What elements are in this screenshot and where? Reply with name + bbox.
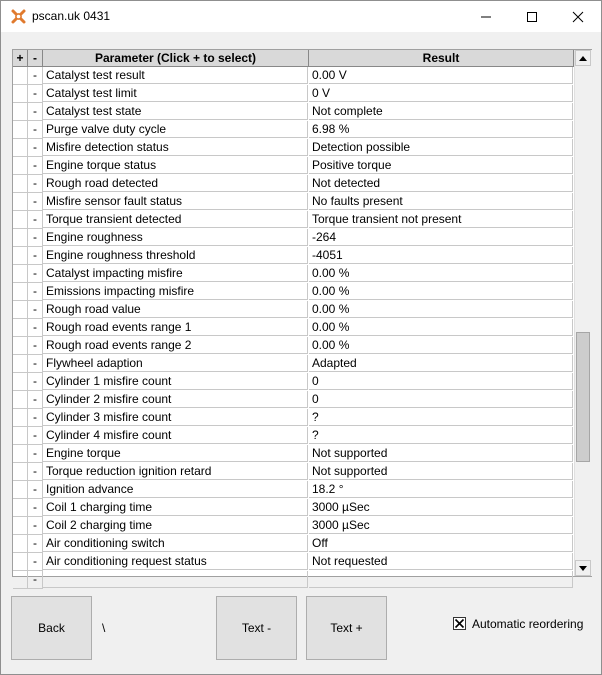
- parameter-cell[interactable]: Misfire sensor fault status: [43, 193, 308, 210]
- row-select-cell[interactable]: [13, 247, 28, 265]
- arrow-down-icon: [579, 566, 587, 571]
- row-mark-cell[interactable]: -: [28, 481, 43, 499]
- row-mark-cell[interactable]: -: [28, 391, 43, 409]
- auto-reorder-checkbox[interactable]: [453, 617, 466, 630]
- parameter-cell[interactable]: Torque reduction ignition retard: [43, 463, 308, 480]
- result-cell: ?: [309, 409, 573, 426]
- grid-rows: [13, 67, 574, 589]
- parameter-grid: [12, 49, 592, 586]
- table-row[interactable]: [13, 409, 574, 427]
- text-plus-button[interactable]: Text +: [306, 596, 387, 660]
- table-row[interactable]: [13, 103, 574, 121]
- grid-header: [13, 50, 574, 67]
- parameter-cell[interactable]: Coil 2 charging time: [43, 517, 308, 534]
- row-select-cell[interactable]: [13, 301, 28, 319]
- parameter-cell[interactable]: Engine torque: [43, 445, 308, 462]
- header-plus[interactable]: +: [13, 50, 28, 67]
- checkmark-icon: [454, 618, 465, 629]
- result-cell: Not detected: [309, 175, 573, 192]
- row-select-cell[interactable]: [13, 391, 28, 409]
- row-mark-cell[interactable]: -: [28, 103, 43, 121]
- table-row[interactable]: [13, 85, 574, 103]
- table-row[interactable]: [13, 463, 574, 481]
- parameter-cell[interactable]: Misfire detection status: [43, 139, 308, 156]
- parameter-cell[interactable]: Catalyst test state: [43, 103, 308, 120]
- parameter-cell[interactable]: Torque transient detected: [43, 211, 308, 228]
- result-cell: No faults present: [309, 193, 573, 210]
- maximize-button[interactable]: [509, 1, 555, 32]
- row-mark-cell[interactable]: -: [28, 517, 43, 535]
- table-row[interactable]: [13, 355, 574, 373]
- table-row[interactable]: [13, 553, 574, 571]
- parameter-cell[interactable]: Flywheel adaption: [43, 355, 308, 372]
- result-cell: Adapted: [309, 355, 573, 372]
- row-mark-cell[interactable]: -: [28, 445, 43, 463]
- result-cell: Not requested: [309, 553, 573, 570]
- parameter-cell[interactable]: Air conditioning switch: [43, 535, 308, 552]
- result-cell: 0.00 %: [309, 301, 573, 318]
- row-select-cell[interactable]: [13, 373, 28, 391]
- parameter-cell[interactable]: Cylinder 1 misfire count: [43, 373, 308, 390]
- row-mark-cell[interactable]: -: [28, 211, 43, 229]
- result-cell: -264: [309, 229, 573, 246]
- row-mark-cell[interactable]: -: [28, 157, 43, 175]
- result-cell: 3000 µSec: [309, 517, 573, 534]
- parameter-cell[interactable]: Rough road events range 1: [43, 319, 308, 336]
- row-mark-cell[interactable]: -: [28, 121, 43, 139]
- close-icon: [573, 12, 583, 22]
- row-select-cell[interactable]: [13, 85, 28, 103]
- row-select-cell[interactable]: [13, 67, 28, 85]
- row-select-cell[interactable]: [13, 229, 28, 247]
- row-select-cell[interactable]: [13, 139, 28, 157]
- table-row[interactable]: [13, 229, 574, 247]
- row-select-cell[interactable]: [13, 175, 28, 193]
- row-mark-cell[interactable]: -: [28, 571, 43, 589]
- table-row[interactable]: [13, 571, 574, 589]
- table-row[interactable]: [13, 265, 574, 283]
- parameter-cell[interactable]: Cylinder 3 misfire count: [43, 409, 308, 426]
- row-select-cell[interactable]: [13, 355, 28, 373]
- scroll-down-button[interactable]: [575, 560, 591, 576]
- table-row[interactable]: [13, 139, 574, 157]
- result-cell: Not complete: [309, 103, 573, 120]
- scroll-up-button[interactable]: [575, 50, 591, 66]
- parameter-cell[interactable]: Catalyst test limit: [43, 85, 308, 102]
- row-select-cell[interactable]: [13, 211, 28, 229]
- row-select-cell[interactable]: [13, 553, 28, 571]
- row-mark-cell[interactable]: -: [28, 355, 43, 373]
- row-mark-cell[interactable]: -: [28, 553, 43, 571]
- row-mark-cell[interactable]: -: [28, 193, 43, 211]
- result-cell: Not supported: [309, 445, 573, 462]
- row-mark-cell[interactable]: -: [28, 139, 43, 157]
- row-select-cell[interactable]: [13, 265, 28, 283]
- row-mark-cell[interactable]: -: [28, 499, 43, 517]
- row-select-cell[interactable]: [13, 499, 28, 517]
- table-row[interactable]: [13, 121, 574, 139]
- table-row[interactable]: [13, 193, 574, 211]
- table-row[interactable]: [13, 337, 574, 355]
- table-row[interactable]: [13, 481, 574, 499]
- row-select-cell[interactable]: [13, 481, 28, 499]
- table-row[interactable]: [13, 211, 574, 229]
- title-bar[interactable]: [1, 1, 601, 32]
- result-cell: ?: [309, 427, 573, 444]
- auto-reorder-label[interactable]: Automatic reordering: [472, 617, 584, 631]
- row-select-cell[interactable]: [13, 571, 28, 589]
- table-row[interactable]: [13, 499, 574, 517]
- table-row[interactable]: [13, 247, 574, 265]
- row-mark-cell[interactable]: -: [28, 229, 43, 247]
- parameter-cell[interactable]: Engine torque status: [43, 157, 308, 174]
- grid-body: [13, 50, 574, 586]
- row-select-cell[interactable]: [13, 463, 28, 481]
- row-mark-cell[interactable]: -: [28, 175, 43, 193]
- row-select-cell[interactable]: [13, 283, 28, 301]
- row-mark-cell[interactable]: -: [28, 409, 43, 427]
- table-row[interactable]: [13, 427, 574, 445]
- row-mark-cell[interactable]: -: [28, 85, 43, 103]
- result-cell: Not supported: [309, 463, 573, 480]
- row-select-cell[interactable]: [13, 409, 28, 427]
- table-row[interactable]: [13, 391, 574, 409]
- row-select-cell[interactable]: [13, 157, 28, 175]
- result-cell: 0.00 V: [309, 67, 573, 84]
- result-cell: -4051: [309, 247, 573, 264]
- row-mark-cell[interactable]: -: [28, 265, 43, 283]
- parameter-cell[interactable]: Rough road value: [43, 301, 308, 318]
- header-parameter[interactable]: Parameter (Click + to select): [43, 50, 309, 67]
- table-row[interactable]: [13, 301, 574, 319]
- result-cell: Torque transient not present: [309, 211, 573, 228]
- result-cell: 0.00 %: [309, 265, 573, 282]
- text-minus-button[interactable]: Text -: [216, 596, 297, 660]
- table-row[interactable]: [13, 283, 574, 301]
- window-title: pscan.uk 0431: [32, 9, 111, 23]
- result-cell: 0 V: [309, 85, 573, 102]
- row-mark-cell[interactable]: -: [28, 67, 43, 85]
- table-row[interactable]: [13, 445, 574, 463]
- row-mark-cell[interactable]: -: [28, 337, 43, 355]
- row-mark-cell[interactable]: -: [28, 463, 43, 481]
- row-select-cell[interactable]: [13, 517, 28, 535]
- close-button[interactable]: [555, 1, 601, 32]
- result-cell: Positive torque: [309, 157, 573, 174]
- scroll-thumb[interactable]: [576, 332, 590, 462]
- arrow-up-icon: [579, 56, 587, 61]
- parameter-cell[interactable]: Purge valve duty cycle: [43, 121, 308, 138]
- table-row[interactable]: [13, 67, 574, 85]
- result-cell: 0.00 %: [309, 337, 573, 354]
- result-cell: 0.00 %: [309, 319, 573, 336]
- minimize-icon: [481, 12, 491, 22]
- parameter-cell[interactable]: Air conditioning request status: [43, 553, 308, 570]
- parameter-cell[interactable]: Ignition advance: [43, 481, 308, 498]
- result-cell: Detection possible: [309, 139, 573, 156]
- row-mark-cell[interactable]: -: [28, 247, 43, 265]
- parameter-cell[interactable]: [43, 571, 308, 588]
- table-row[interactable]: [13, 157, 574, 175]
- result-cell: 0: [309, 373, 573, 390]
- row-mark-cell[interactable]: -: [28, 373, 43, 391]
- result-cell: 3000 µSec: [309, 499, 573, 516]
- table-row[interactable]: [13, 517, 574, 535]
- header-minus[interactable]: -: [28, 50, 43, 67]
- parameter-cell[interactable]: Engine roughness: [43, 229, 308, 246]
- row-select-cell[interactable]: [13, 103, 28, 121]
- back-button[interactable]: Back: [11, 596, 92, 660]
- row-mark-cell[interactable]: -: [28, 535, 43, 553]
- table-row[interactable]: [13, 319, 574, 337]
- result-cell: 0: [309, 391, 573, 408]
- status-indicator: \: [102, 621, 106, 635]
- table-row[interactable]: [13, 535, 574, 553]
- row-mark-cell[interactable]: -: [28, 301, 43, 319]
- parameter-cell[interactable]: Engine roughness threshold: [43, 247, 308, 264]
- parameter-cell[interactable]: Cylinder 4 misfire count: [43, 427, 308, 444]
- row-mark-cell[interactable]: -: [28, 283, 43, 301]
- row-select-cell[interactable]: [13, 337, 28, 355]
- row-mark-cell[interactable]: -: [28, 319, 43, 337]
- row-select-cell[interactable]: [13, 427, 28, 445]
- row-select-cell[interactable]: [13, 193, 28, 211]
- result-cell: 6.98 %: [309, 121, 573, 138]
- result-cell: Off: [309, 535, 573, 552]
- header-result[interactable]: Result: [309, 50, 574, 67]
- result-cell: 0.00 %: [309, 283, 573, 300]
- parameter-cell[interactable]: Rough road events range 2: [43, 337, 308, 354]
- parameter-cell[interactable]: Catalyst test result: [43, 67, 308, 84]
- result-cell: [309, 571, 573, 588]
- row-select-cell[interactable]: [13, 121, 28, 139]
- row-mark-cell[interactable]: -: [28, 427, 43, 445]
- table-row[interactable]: [13, 175, 574, 193]
- parameter-cell[interactable]: Catalyst impacting misfire: [43, 265, 308, 282]
- minimize-button[interactable]: [463, 1, 509, 32]
- vertical-scrollbar[interactable]: [574, 50, 592, 576]
- parameter-cell[interactable]: Coil 1 charging time: [43, 499, 308, 516]
- maximize-icon: [527, 12, 537, 22]
- pscan-app-icon: [10, 8, 27, 25]
- parameter-cell[interactable]: Emissions impacting misfire: [43, 283, 308, 300]
- row-select-cell[interactable]: [13, 445, 28, 463]
- result-cell: 18.2 °: [309, 481, 573, 498]
- row-select-cell[interactable]: [13, 319, 28, 337]
- parameter-cell[interactable]: Rough road detected: [43, 175, 308, 192]
- table-row[interactable]: [13, 373, 574, 391]
- parameter-cell[interactable]: Cylinder 2 misfire count: [43, 391, 308, 408]
- row-select-cell[interactable]: [13, 535, 28, 553]
